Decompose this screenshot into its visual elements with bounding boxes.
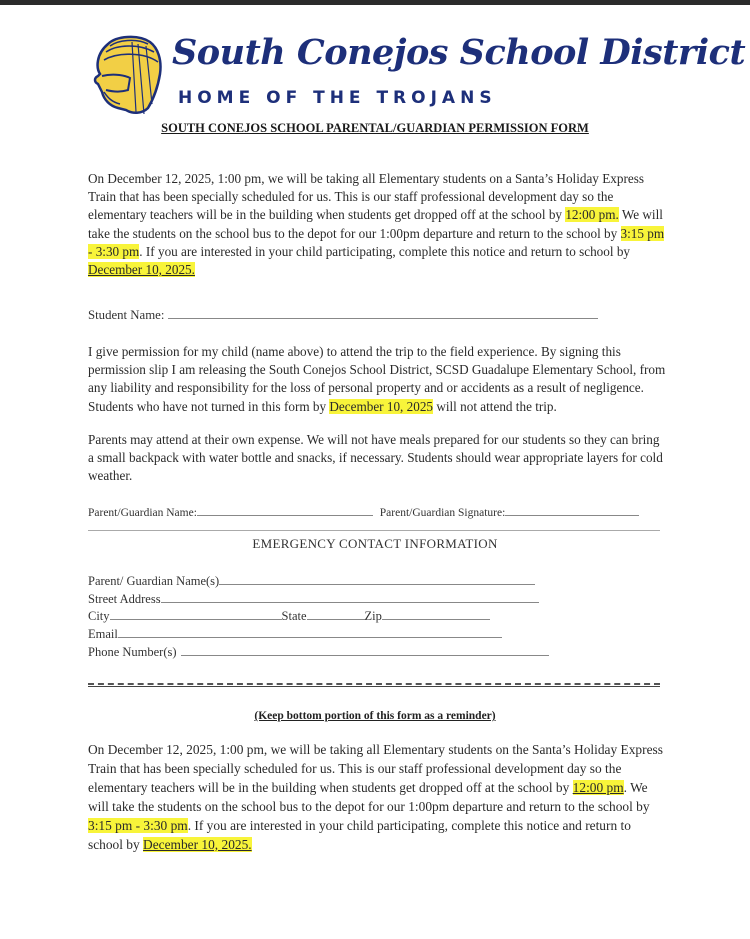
zip-input-line[interactable] bbox=[382, 607, 490, 620]
reminder-highlight-return-time: 3:15 pm - 3:30 pm bbox=[88, 818, 188, 833]
emergency-email-field[interactable] bbox=[88, 625, 502, 642]
reminder-highlight-dropoff-time: 12:00 pm bbox=[572, 780, 624, 795]
divider bbox=[88, 530, 660, 531]
permission-paragraph bbox=[88, 343, 668, 416]
intro-paragraph bbox=[88, 170, 668, 279]
top-bar bbox=[0, 0, 750, 5]
reminder-text-2: . We will take the students on the school bus to the depot for our 1:00pm departure and return to the school by bbox=[88, 780, 650, 814]
city-label: City bbox=[88, 609, 110, 623]
keep-note: (Keep bottom portion of this form as a reminder) bbox=[254, 710, 496, 722]
email-label: Email bbox=[88, 627, 118, 641]
district-tagline: HOME OF THE TROJANS bbox=[178, 88, 497, 108]
emergency-heading: EMERGENCY CONTACT INFORMATION bbox=[252, 536, 498, 551]
highlight-deadline: December 10, 2025. bbox=[88, 262, 195, 278]
form-title: SOUTH CONEJOS SCHOOL PARENTAL/GUARDIAN PERMISSION FORM bbox=[161, 121, 589, 135]
reminder-text-3: . If you are interested in your child participating, complete this notice and return to school by bbox=[88, 818, 631, 852]
cut-line bbox=[88, 683, 660, 687]
guardian-name-label: Parent/Guardian Name: bbox=[88, 507, 197, 519]
guardian-names-input-line[interactable] bbox=[219, 572, 535, 585]
permission-text-2: will not attend the trip. bbox=[433, 398, 557, 414]
guardian-name-input-line[interactable] bbox=[197, 503, 373, 516]
highlight-return-time: 3:15 pm - 3:30 pm bbox=[88, 225, 665, 259]
student-name-label: Student Name: bbox=[88, 308, 165, 322]
permission-text-1: I give permission for my child (name above) to attend the trip to the field experience. By signing this permission slip I am releasing the South Conejos School District, SCSD Guadalupe Elementary School, from any liability and responsibility for the loss of personal property and or accidents as a result of negligence. Students who have not turned in this form by bbox=[88, 344, 666, 414]
emergency-phone-field[interactable] bbox=[88, 643, 549, 660]
phone-label: Phone Number(s) bbox=[88, 645, 177, 659]
street-address-label: Street Address bbox=[88, 592, 161, 606]
emergency-city-state-zip-field[interactable] bbox=[88, 607, 490, 624]
phone-input-line[interactable] bbox=[181, 643, 549, 656]
district-name: South Conejos School District bbox=[172, 32, 746, 73]
trojan-helmet-logo-icon bbox=[88, 34, 164, 116]
student-name-input-line[interactable] bbox=[168, 306, 598, 319]
signature-row bbox=[88, 503, 639, 519]
guardian-signature-label: Parent/Guardian Signature: bbox=[379, 507, 506, 519]
intro-text-3: . If you are interested in your child participating, complete this notice and return to school by bbox=[139, 243, 631, 259]
email-input-line[interactable] bbox=[118, 625, 502, 638]
reminder-text-1: On December 12, 2025, 1:00 pm, we will be taking all Elementary students on the Santa’s Holiday Express Train that has been specially scheduled for us. This is our staff professional development day so the elementary teachers will be in the building when students get dropped off at the school by bbox=[88, 742, 663, 795]
city-input-line[interactable] bbox=[110, 607, 282, 620]
zip-label: Zip bbox=[364, 609, 382, 623]
guardian-signature-input-line[interactable] bbox=[505, 503, 639, 516]
state-input-line[interactable] bbox=[307, 607, 365, 620]
reminder-paragraph bbox=[88, 740, 668, 854]
street-address-input-line[interactable] bbox=[161, 590, 539, 603]
district-header bbox=[88, 28, 746, 118]
highlight-deadline-2: December 10, 2025 bbox=[329, 398, 434, 414]
emergency-guardian-names-field[interactable] bbox=[88, 572, 535, 589]
emergency-guardian-names-label: Parent/ Guardian Name(s) bbox=[88, 574, 220, 588]
intro-text-1: On December 12, 2025, 1:00 pm, we will be taking all Elementary students on a Santa’s Holiday Express Train that has been specially scheduled for us. This is our staff professional development day so the elementary teachers will be in the building when students get dropped off at the school by bbox=[88, 171, 644, 223]
emergency-street-field[interactable] bbox=[88, 590, 539, 607]
student-name-field[interactable] bbox=[88, 306, 598, 323]
state-label: State bbox=[281, 609, 307, 623]
highlight-dropoff-time: 12:00 pm. bbox=[565, 207, 619, 223]
parents-note: Parents may attend at their own expense. We will not have meals prepared for our students so they can bring a small backpack with water bottle and snacks, if necessary. Students should wear appropriate layers for cold weather. bbox=[88, 432, 663, 484]
intro-text-2: We will take the students on the school bus to the depot for our 1:00pm departure and return to the school by bbox=[88, 207, 663, 241]
reminder-highlight-deadline: December 10, 2025. bbox=[143, 837, 252, 852]
